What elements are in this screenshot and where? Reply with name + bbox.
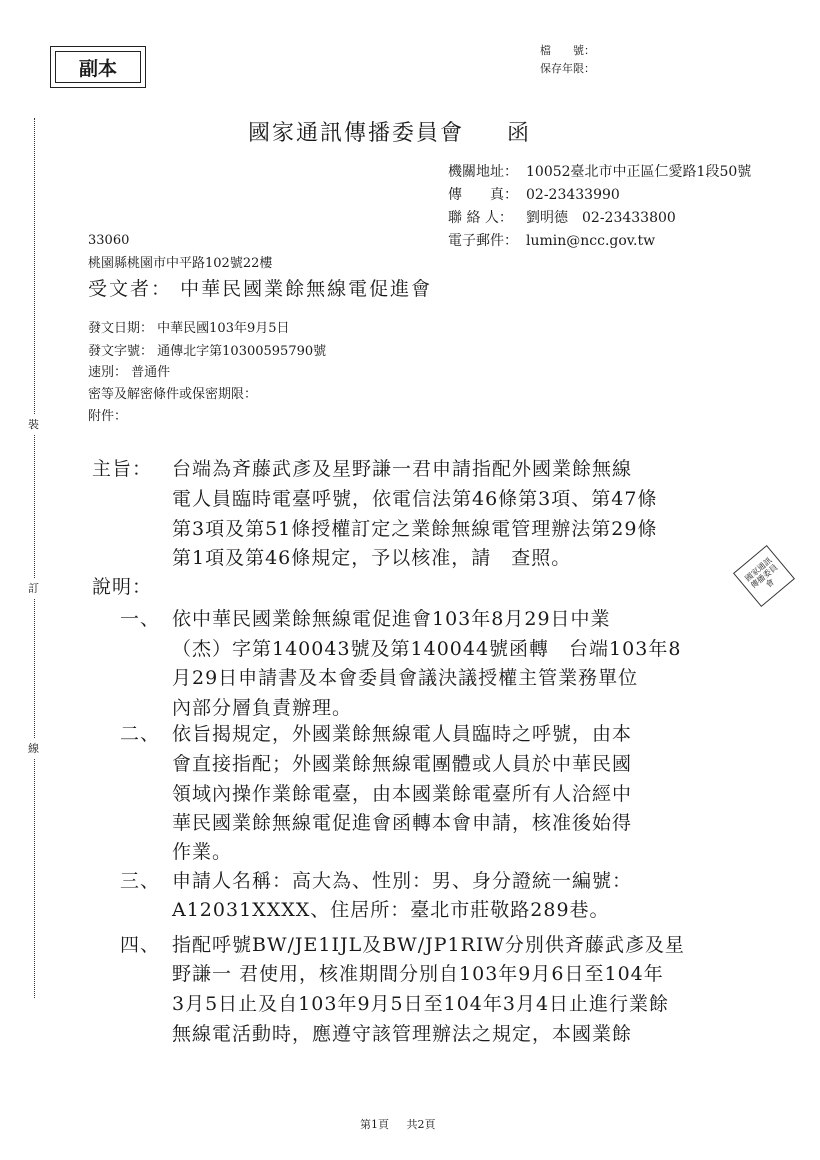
item-line: 華民國業餘無線電促進會函轉本會申請，核准後始得 <box>172 812 633 834</box>
classification <box>88 383 257 402</box>
urgency-value: 普通件 <box>131 365 171 380</box>
page-number: 第1頁 <box>360 1118 389 1131</box>
org-contact-value: 劉明德 02-23433800 <box>526 210 676 226</box>
binding-line <box>34 118 35 998</box>
title-kind: 函 <box>507 121 532 146</box>
doc-number-label: 發文字號： <box>88 344 154 359</box>
subject-line: 台端為斉藤武彥及星野謙一君申請指配外國業餘無線 <box>172 458 633 480</box>
recipient-label: 受文者： <box>88 278 173 300</box>
issue-date-value: 中華民國103年9月5日 <box>157 321 290 336</box>
item-line: 指配呼號BW/JE1IJL及BW/JP1RIW分別供斉藤武彥及星 <box>172 934 685 956</box>
recipient-line <box>88 274 432 301</box>
doc-number <box>88 340 326 359</box>
item-number: 一、 <box>120 608 161 630</box>
item-number: 二、 <box>120 723 161 745</box>
org-address-label: 機關地址： <box>448 164 518 180</box>
binding-mark-bottom: 線 <box>28 738 39 758</box>
attachments <box>88 405 127 424</box>
document-title <box>248 116 531 147</box>
receipt-stamp-text: 國家通訊傳播委員會 <box>743 555 780 590</box>
classification-label: 密等及解密條件或保密期限： <box>88 387 258 402</box>
page-total: 共2頁 <box>406 1118 436 1131</box>
item-line: 月29日申請書及本會委員會議決議授權主管業務單位 <box>172 667 639 689</box>
org-address-value: 10052臺北市中正區仁愛路1段50號 <box>526 164 752 180</box>
urgency-label: 速別： <box>88 365 128 380</box>
org-fax-label: 傳 真： <box>448 187 518 203</box>
subject-line: 第3項及第51條授權訂定之業餘無線電管理辦法第29條 <box>172 518 658 540</box>
org-email-value: lumin@ncc.gov.tw <box>526 233 656 249</box>
item-number: 四、 <box>120 934 161 956</box>
issue-date <box>88 317 290 336</box>
binding-mark-middle: 訂 <box>28 578 39 598</box>
subject-label: 主旨： <box>92 458 153 480</box>
subject-line: 第1項及第46條規定，予以核准，請 查照。 <box>172 547 572 569</box>
doc-number-value: 通傳北字第10300595790號 <box>157 344 327 359</box>
item-line: A12031XXXX、住居所：臺北市莊敬路289巷。 <box>172 899 610 921</box>
title-org: 國家通訊傳播委員會 <box>248 121 465 146</box>
org-email <box>448 230 655 250</box>
item-number: 三、 <box>120 870 161 892</box>
org-address <box>448 161 751 181</box>
org-email-label: 電子郵件： <box>448 233 518 249</box>
postal-code: 33060 <box>88 233 130 248</box>
page-footer <box>360 1116 436 1132</box>
subject-line: 電人員臨時電臺呼號，依電信法第46條第3項、第47條 <box>172 488 658 510</box>
receipt-stamp <box>733 545 795 607</box>
item-line: 依中華民國業餘無線電促進會103年8月29日中業 <box>172 608 611 630</box>
copy-stamp-label: 副本 <box>78 57 117 80</box>
item-line: 領域內操作業餘電臺，由本國業餘電臺所有人洽經中 <box>172 783 633 805</box>
item-line: 依旨揭規定，外國業餘無線電人員臨時之呼號，由本 <box>172 723 633 745</box>
org-contact-label: 聯 絡 人： <box>448 210 513 226</box>
item-line: 野謙一 君使用，核准期間分別自103年9月6日至104年 <box>172 963 664 985</box>
explanation-label: 說明： <box>92 576 153 598</box>
item-line: 申請人名稱：高大為、性別：男、身分證統一編號： <box>172 870 633 892</box>
recipient-address: 桃園縣桃園市中平路102號22樓 <box>88 256 273 271</box>
item-line: 3月5日止及自103年9月5日至104年3月4日止進行業餘 <box>172 993 670 1015</box>
org-fax <box>448 184 620 204</box>
copy-stamp <box>50 46 146 88</box>
item-line: 內部分層負責辦理。 <box>172 697 353 719</box>
urgency <box>88 361 170 380</box>
attachments-label: 附件： <box>88 409 128 424</box>
org-contact <box>448 207 676 227</box>
item-line: 無線電活動時，應遵守該管理辦法之規定，本國業餘 <box>172 1023 633 1045</box>
item-line: 作業。 <box>172 841 233 863</box>
recipient-name: 中華民國業餘無線電促進會 <box>180 278 433 300</box>
retention-label: 保存年限： <box>540 62 595 75</box>
item-line: 會直接指配；外國業餘無線電團體或人員於中華民國 <box>172 753 633 775</box>
file-number-label: 檔 號： <box>540 44 595 57</box>
binding-mark-top: 裝 <box>28 414 39 434</box>
org-fax-value: 02-23433990 <box>526 187 620 203</box>
issue-date-label: 發文日期： <box>88 321 154 336</box>
item-line: （杰）字第140043號及第140044號函轉 台端103年8 <box>172 638 682 660</box>
